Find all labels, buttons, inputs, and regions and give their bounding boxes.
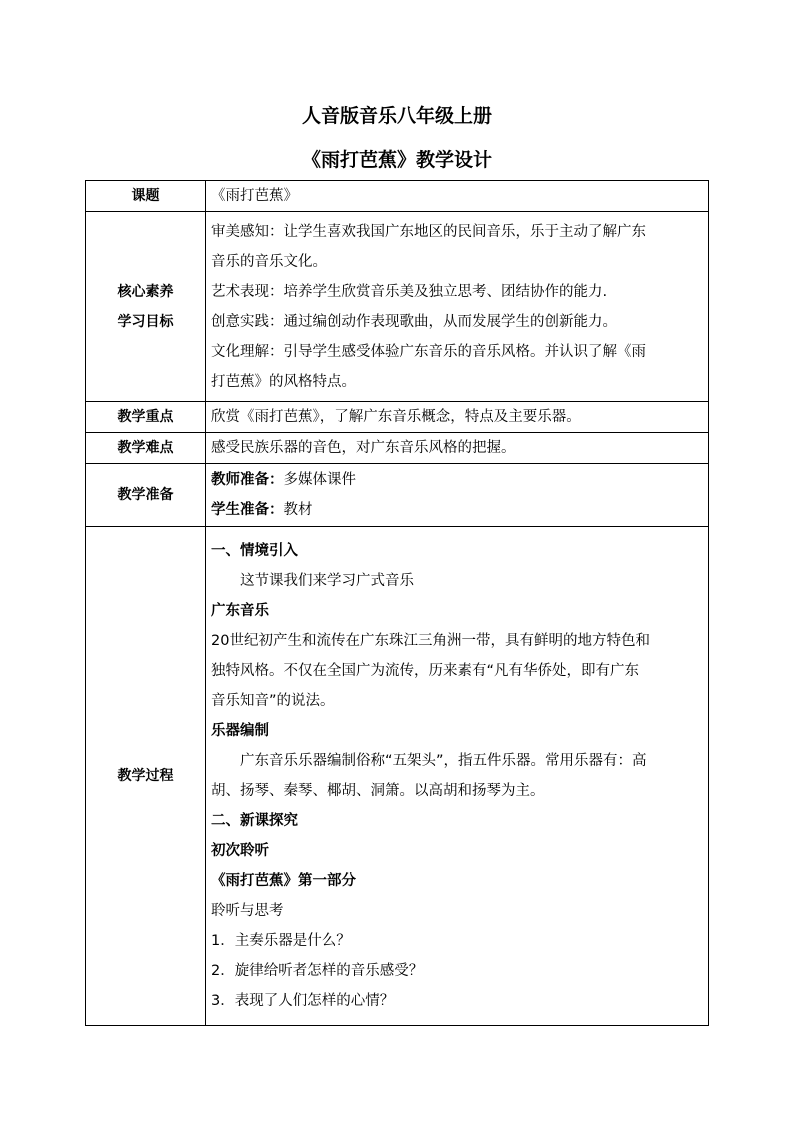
row-difficulties [86, 433, 709, 464]
value-difficulties: 感受民族乐器的音色，对广东音乐风格的把握。 [206, 433, 709, 464]
goal-line: 音乐的音乐文化。 [211, 253, 327, 270]
row-key-points [86, 402, 709, 433]
label-preparation: 教学准备 [86, 464, 206, 527]
value-key-points: 欣赏《雨打芭蕉》，了解广东音乐概念，特点及主要乐器。 [206, 402, 709, 433]
teacher-preparation [211, 465, 702, 495]
instrument-heading: 乐器编制 [211, 723, 269, 739]
section1-heading: 一、情境引入 [211, 543, 298, 559]
teacher-preparation-value: 多媒体课件 [283, 472, 356, 488]
question-line: 1．主奏乐器是什么？ [211, 933, 351, 949]
label-topic: 课题 [86, 181, 206, 212]
goal-line: 审美感知：让学生喜欢我国广东地区的民间音乐，乐于主动了解广东 [211, 223, 646, 240]
student-preparation-value: 教材 [283, 502, 313, 518]
first-listen-heading: 初次聆听 [211, 843, 269, 859]
section2-heading: 二、新课探究 [211, 813, 298, 829]
row-goals [86, 212, 709, 402]
goal-line: 打芭蕉》的风格特点。 [211, 373, 356, 390]
guangdong-line: 音乐知音”的说法。 [211, 693, 335, 709]
student-preparation-label: 学生准备： [211, 502, 284, 518]
label-difficulties: 教学难点 [86, 433, 206, 464]
instrument-line: 广东音乐乐器编制俗称“五架头”，指五件乐器。常用乐器有：高 [240, 753, 647, 769]
teacher-preparation-label: 教师准备： [211, 472, 284, 488]
row-process [86, 527, 709, 1026]
goal-line: 文化理解：引导学生感受体验广东音乐的音乐风格。并认识了解《雨 [211, 343, 646, 360]
instrument-line: 胡、扬琴、秦琴、椰胡、洞箫。以高胡和扬琴为主。 [211, 783, 545, 799]
label-goals-line2: 学习目标 [117, 313, 174, 330]
part-heading: 《雨打芭蕉》第一部分 [211, 873, 356, 889]
label-key-points: 教学重点 [86, 402, 206, 433]
student-preparation [211, 495, 702, 525]
goal-line: 艺术表现：培养学生欣赏音乐美及独立思考、团结协作的能力. [211, 283, 608, 300]
document-subtitle: 《雨打芭蕉》教学设计 [301, 149, 492, 171]
intro-line: 这节课我们来学习广式音乐 [240, 573, 414, 589]
question-line: 3．表现了人们怎样的心情？ [211, 993, 395, 1009]
value-goals [206, 212, 709, 402]
label-process: 教学过程 [86, 527, 206, 1026]
listen-think: 聆听与思考 [211, 903, 284, 919]
goal-line: 创意实践：通过编创动作表现歌曲，从而发展学生的创新能力。 [211, 313, 617, 330]
label-goals [86, 212, 206, 402]
guangdong-line: 20世纪初产生和流传在广东珠江三角洲一带，具有鲜明的地方特色和 [211, 633, 650, 649]
guangdong-heading: 广东音乐 [211, 603, 269, 619]
row-topic [86, 181, 709, 212]
question-line: 2．旋律给听者怎样的音乐感受？ [211, 963, 424, 979]
document-title: 人音版音乐八年级上册 [301, 105, 492, 127]
value-process [206, 527, 709, 1026]
lesson-plan-table [85, 180, 709, 1026]
value-preparation [206, 464, 709, 527]
value-topic: 《雨打芭蕉》 [206, 181, 709, 212]
guangdong-line: 独特风格。不仅在全国广为流传，历来素有“凡有华侨处，即有广东 [211, 663, 640, 679]
row-preparation [86, 464, 709, 527]
label-goals-line1: 核心素养 [117, 283, 174, 300]
